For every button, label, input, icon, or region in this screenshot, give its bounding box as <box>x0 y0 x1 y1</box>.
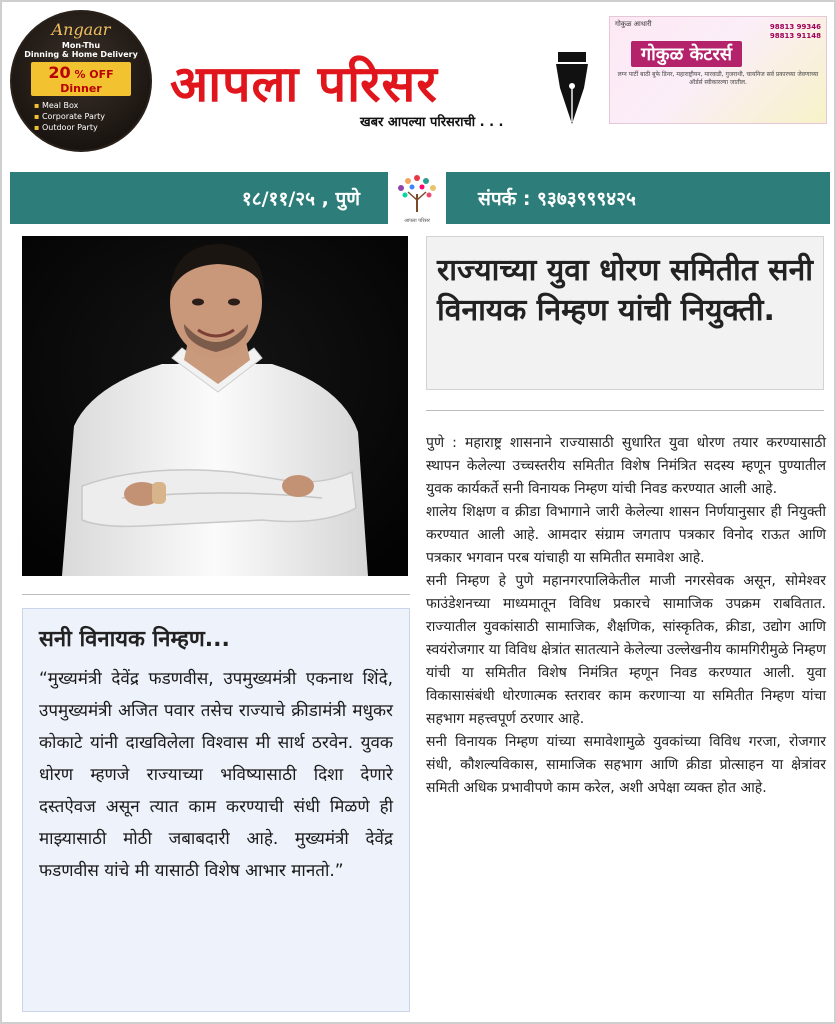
headline: राज्याच्या युवा धोरण समितीत सनी विनायक निम्हण यांची नियुक्ती. <box>437 253 813 328</box>
portrait-photo <box>22 236 408 576</box>
quote-box <box>22 608 410 1012</box>
caterers-name: गोकुळ केटरर्स <box>631 41 742 67</box>
newspaper-subtitle: खबर आपल्या परिसराची . . . <box>360 115 504 130</box>
caterers-ad[interactable] <box>609 16 827 124</box>
caterers-ad-label: गोकुळ आधारी <box>615 20 652 28</box>
caterers-description: लग्न पार्टी बाठी बुफे डिनर, महाराष्ट्रीयन, मारवाडी, गुजराथी, चायनिज सर्व प्रकारच्या जेवणाच्या ऑर्डर्स स्वीकारल्या जातील. <box>617 71 819 86</box>
headline-box <box>426 236 824 390</box>
caterers-phone: 98813 91148 <box>769 32 821 40</box>
ad-brand: Angaar <box>51 20 111 39</box>
article-paragraph: पुणे : महाराष्ट्र शासनाने राज्यासाठी सुधारित युवा धोरण तयार करण्यासाठी स्थापन केलेल्या उच्चस्तरीय समितीत विशेष निमंत्रित सदस्य म्हणून पुण्यातील युवक कार्यकर्ते सनी विनायक निम्हण यांची निवड करण्यात आली आहे. <box>426 435 826 497</box>
masthead <box>170 54 570 144</box>
quote-text: “मुख्यमंत्री देवेंद्र फडणवीस, उपमुख्यमंत्री एकनाथ शिंदे, उपमुख्यमंत्री अजित पवार तसेच राज्याचे क्रीडामंत्री मधुकर कोकाटे यांनी दाखविलेला विश्वास मी सार्थ ठरवेन. युवक धोरण म्हणजे राज्याच्या भविष्यासाठी दिशा देणारे दस्तऐवज असून त्यात काम करण्याची संधी मिळणे ही माझ्यासाठी मोठी जबाबदारी आहे. मुख्यमंत्री देवेंद्र फडणवीस यांचे मी यासाठी विशेष आभार मानतो.” <box>39 669 393 881</box>
caterers-phones <box>770 23 821 41</box>
ad-service-item: ▪ Outdoor Party <box>34 122 150 133</box>
ad-service-item: ▪ Meal Box <box>34 100 150 111</box>
logo-caption: आपला परिसर <box>404 218 430 224</box>
caterers-phone: 98813 99346 <box>769 23 821 31</box>
contact-bar <box>446 172 830 224</box>
newspaper-title: आपला परिसर <box>170 55 438 113</box>
ad-service-item: ▪ Corporate Party <box>34 111 150 122</box>
ad-services-list <box>34 100 150 133</box>
dateline-bar <box>10 172 388 224</box>
article-paragraph: शालेय शिक्षण व क्रीडा विभागाने जारी केलेल्या शासन निर्णयानुसार ही नियुक्ती करण्यात आली आहे. आमदार संग्राम जगताप पत्रकार विनोद राऊत आणि पत्रकार भगवान परब यांचाही या समितीत समावेश आहे. <box>426 504 826 566</box>
pen-nib-icon <box>550 48 594 128</box>
article-paragraph: सनी विनायक निम्हण यांच्या समावेशामुळे युवकांच्या विविध गरजा, रोजगार संधी, कौशल्यविकास, सामाजिक सहभाग आणि क्रीडा प्रोत्साहन या क्षेत्रांवर समिती अधिक प्रभावीपणे काम करेल, अशी अपेक्षा व्यक्त होत आहे. <box>426 734 826 796</box>
restaurant-ad[interactable] <box>10 10 152 152</box>
ad-offer <box>31 62 131 96</box>
ad-tagline-service: Dinning & Home Delivery <box>24 50 138 59</box>
quote-speaker: सनी विनायक निम्हण... <box>39 627 230 652</box>
article-body <box>426 432 826 800</box>
divider <box>426 410 824 411</box>
ad-tagline-days: Mon-Thu <box>61 41 101 50</box>
dateline: १८/११/२५ , पुणे <box>241 188 360 210</box>
paper-logo <box>390 170 444 226</box>
ad-offer-text: % OFF Dinner <box>60 68 114 95</box>
tree-logo-icon <box>390 170 444 214</box>
divider <box>22 594 410 595</box>
contact-number: संपर्क : ९३७३९९९४२५ <box>478 188 636 210</box>
ad-offer-percent: 20 <box>48 63 71 82</box>
article-paragraph: सनी निम्हण हे पुणे महानगरपालिकेतील माजी नगरसेवक असून, सोमेश्वर फाउंडेशनच्या माध्यमातून विविध प्रकारचे सामाजिक उपक्रम राबवितात. राज्यातील युवकांसाठी सामाजिक, शैक्षणिक, सांस्कृतिक, क्रीडा, उद्योग आणि स्वयंरोजगार या विविध क्षेत्रांत सातत्याने केलेल्या उल्लेखनीय कामगिरीमुळे निम्हण यांची या समितीत विशेष निमंत्रित म्हणून निवड करण्यात आली. युवा विकासासंबंधी धोरणात्मक स्तरावर काम करणाऱ्या या समितीत निम्हण यांचा सहभाग महत्त्वपूर्ण ठरणार आहे. <box>426 573 826 727</box>
